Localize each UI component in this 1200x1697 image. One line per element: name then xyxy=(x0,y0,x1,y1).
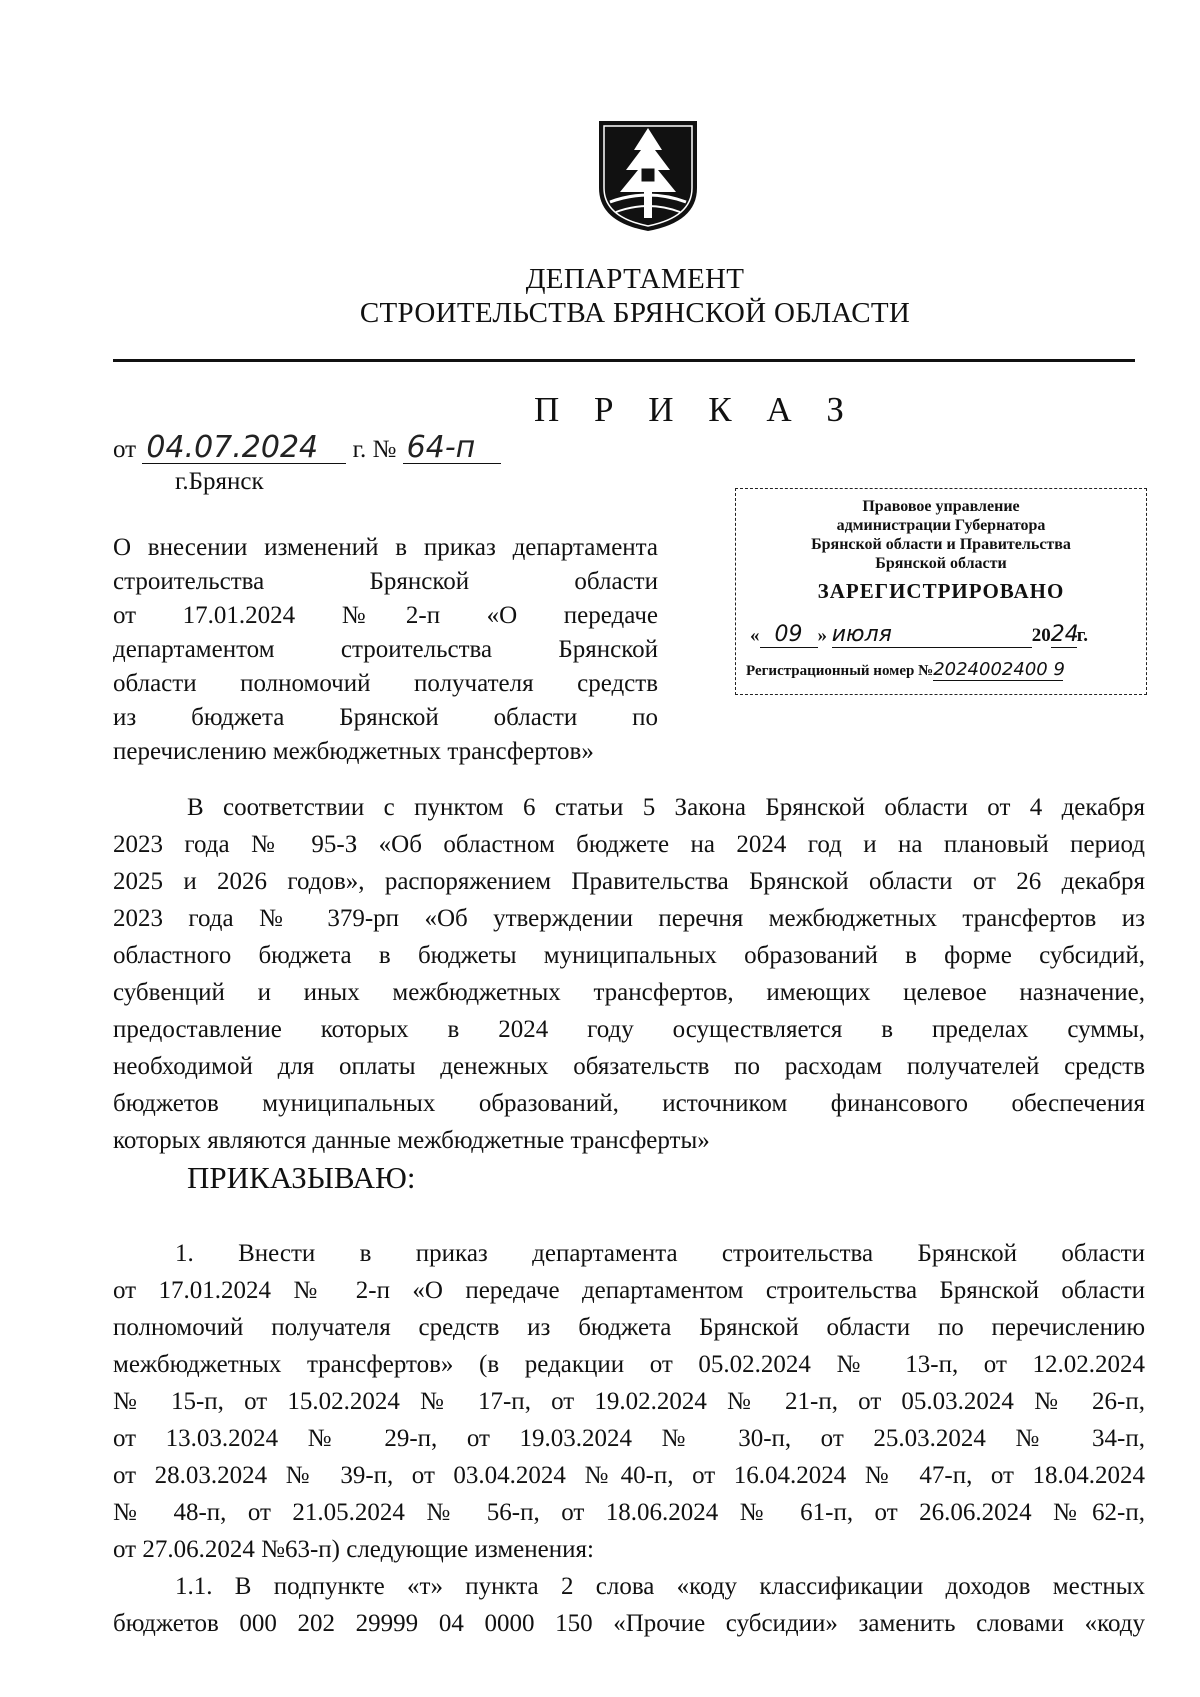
subject-line: области полномочий получателя средств xyxy=(113,670,658,697)
order-number-handwritten: 64-п xyxy=(403,433,501,464)
preamble-line: В соответствии с пунктом 6 статьи 5 Закона Брянской области от 4 декабря xyxy=(187,794,1145,821)
preamble-line: 2023 года № 95-З «Об областном бюджете на 2024 год и на плановый период xyxy=(113,831,1145,858)
item-line: от 28.03.2024 № 39-п, от 03.04.2024 №40-п, от 16.04.2024 № 47-п, от 18.04.2024 xyxy=(113,1462,1145,1489)
subject-line: из бюджета Брянской области по xyxy=(113,704,658,731)
preamble-paragraph xyxy=(113,789,1145,1159)
number-prefix: г. № xyxy=(352,436,397,463)
stamp-line: Правовое управление xyxy=(862,498,1020,515)
stamp-line: Брянской области xyxy=(875,555,1007,572)
order-date-line xyxy=(113,430,501,465)
stamp-quote-close: » xyxy=(817,625,827,646)
subitem-line: бюджетов 000 202 29999 04 0000 150 «Прочие субсидии» заменить словами «коду xyxy=(113,1610,1145,1637)
order-item-1 xyxy=(113,1235,1145,1642)
subject-line: перечислению межбюджетных трансфертов» xyxy=(113,738,594,765)
stamp-reg-label: Регистрационный номер № xyxy=(746,663,934,679)
preamble-line: субвенций и иных межбюджетных трансфертов, имеющих целевое назначение, xyxy=(113,979,1145,1006)
document-title: П Р И К А З xyxy=(534,390,857,429)
item-line: № 48-п, от 21.05.2024 № 56-п, от 18.06.2024 № 61-п, от 26.06.2024 №62-п, xyxy=(113,1499,1145,1526)
preamble-line: которых являются данные межбюджетные трансферты» xyxy=(113,1127,710,1154)
department-name-line1: ДЕПАРТАМЕНТ xyxy=(525,263,745,295)
stamp-year-prefix: 20 xyxy=(1031,625,1051,646)
preamble-line: предоставление которых в 2024 году осуществляется в пределах суммы, xyxy=(113,1016,1145,1043)
stamp-day-handwritten: 09 xyxy=(760,622,818,648)
item-line: от 27.06.2024 №63-п) следующие изменения: xyxy=(113,1536,594,1563)
preamble-line: необходимой для оплаты денежных обязательств по расходам получателей средств xyxy=(113,1053,1145,1080)
stamp-registered-label: ЗАРЕГИСТРИРОВАНО xyxy=(817,579,1065,603)
preamble-line: областного бюджета в бюджеты муниципальных образований в форме субсидий, xyxy=(113,942,1145,969)
date-prefix: от xyxy=(113,436,137,463)
stamp-quote-open: « xyxy=(750,625,760,646)
department-name-line2: СТРОИТЕЛЬСТВА БРЯНСКОЙ ОБЛАСТИ xyxy=(359,297,911,329)
stamp-date xyxy=(750,622,1135,648)
subitem-line: 1.1. В подпункте «т» пункта 2 слова «коду классификации доходов местных xyxy=(175,1573,1145,1600)
stamp-year-handwritten: 24 xyxy=(1050,622,1079,647)
city-name: г.Брянск xyxy=(175,468,264,495)
item-line: 1. Внести в приказ департамента строительства Брянской области xyxy=(175,1240,1145,1267)
order-subject xyxy=(113,531,658,769)
order-command: ПРИКАЗЫВАЮ: xyxy=(187,1160,416,1195)
item-line: № 15-п, от 15.02.2024 № 17-п, от 19.02.2024 № 21-п, от 05.03.2024 № 26-п, xyxy=(113,1388,1145,1415)
stamp-line: Брянской области и Правительства xyxy=(811,536,1071,553)
preamble-line: бюджетов муниципальных образований, источником финансового обеспечения xyxy=(113,1090,1145,1117)
item-line: межбюджетных трансфертов» (в редакции от 05.02.2024 № 13-п, от 12.02.2024 xyxy=(113,1351,1145,1378)
header-divider xyxy=(113,359,1135,362)
stamp-line: администрации Губернатора xyxy=(836,517,1046,534)
preamble-line: 2025 и 2026 годов», распоряжением Правительства Брянской области от 26 декабря xyxy=(113,868,1145,895)
stamp-reg-number xyxy=(746,659,1063,681)
item-line: от 13.03.2024 № 29-п, от 19.03.2024 № 30-п, от 25.03.2024 № 34-п, xyxy=(113,1425,1145,1452)
item-line: полномочий получателя средств из бюджета Брянской области по перечислению xyxy=(113,1314,1145,1341)
item-line: от 17.01.2024 № 2-п «О передаче департаментом строительства Брянской области xyxy=(113,1277,1145,1304)
stamp-year-suffix: г. xyxy=(1076,625,1088,646)
coat-of-arms-icon xyxy=(596,118,700,234)
order-date-handwritten: 04.07.2024 xyxy=(142,433,346,464)
stamp-month-handwritten: июля xyxy=(832,622,1032,648)
subject-line: О внесении изменений в приказ департамента xyxy=(113,534,658,561)
subject-line: от 17.01.2024 №2-п «О передаче xyxy=(113,602,658,629)
subject-line: строительства Брянской области xyxy=(113,568,658,595)
stamp-reg-number-handwritten: 2024002400 9 xyxy=(933,659,1065,680)
preamble-line: 2023 года № 379-рп «Об утверждении перечня межбюджетных трансфертов из xyxy=(113,905,1145,932)
registration-stamp xyxy=(735,488,1147,695)
subject-line: департаментом строительства Брянской xyxy=(113,636,658,663)
